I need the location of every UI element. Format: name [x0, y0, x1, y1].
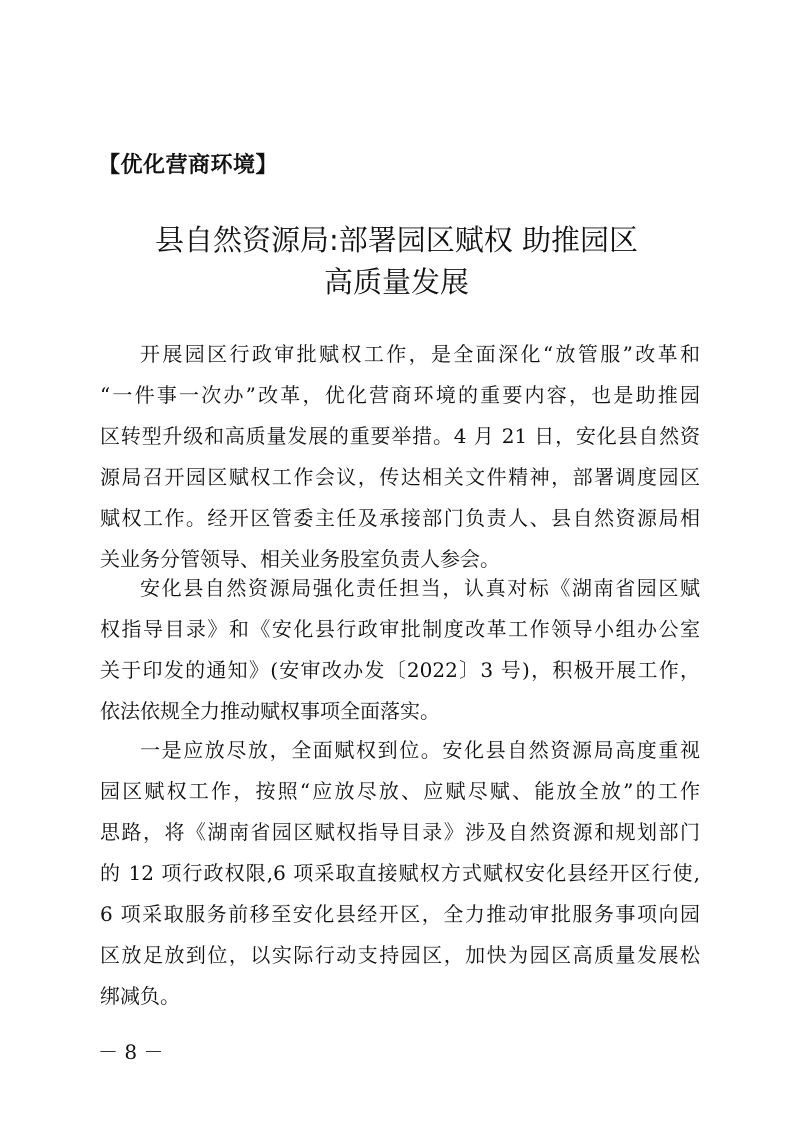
- paragraph-line: 赋权工作。经开区管委主任及承接部门负责人、县自然资源局相: [100, 506, 700, 530]
- paragraph-line: 6 项采取服务前移至安化县经开区，全力推动审批服务事项向园: [100, 902, 700, 926]
- section-tag: 【优化营商环境】: [98, 153, 279, 178]
- paragraph-line: 关业务分管领导、相关业务股室负责人参会。: [100, 547, 500, 571]
- body-paragraph-3: [100, 730, 700, 1017]
- paragraph-line: 区转型升级和高质量发展的重要举措。4 月 21 日，安化县自然资: [100, 424, 700, 448]
- paragraph-line: 开展园区行政审批赋权工作，是全面深化“放管服”改革和: [140, 342, 700, 366]
- paragraph-line: 安化县自然资源局强化责任担当，认真对标《湖南省园区赋: [140, 576, 700, 600]
- paragraph-line: 绑减负。: [100, 984, 180, 1008]
- body-paragraph-2: [100, 568, 700, 732]
- paragraph-line: 关于印发的通知》(安审改办发〔2022〕3 号)，积极开展工作，: [100, 658, 700, 682]
- article-title-line-1: 县自然资源局:部署园区赋权 助推园区: [155, 223, 638, 257]
- paragraph-line: 依法依规全力推动赋权事项全面落实。: [100, 699, 440, 723]
- paragraph-line: “一件事一次办”改革，优化营商环境的重要内容，也是助推园: [100, 383, 700, 407]
- article-title-line-2: 高质量发展: [323, 265, 469, 299]
- paragraph-line: 思路，将《湖南省园区赋权指导目录》涉及自然资源和规划部门: [100, 820, 700, 844]
- paragraph-line: 源局召开园区赋权工作会议，传达相关文件精神，部署调度园区: [100, 465, 700, 489]
- paragraph-line: 一是应放尽放，全面赋权到位。安化县自然资源局高度重视: [140, 738, 700, 762]
- body-paragraph-1: [100, 334, 700, 580]
- paragraph-line: 区放足放到位，以实际行动支持园区，加快为园区高质量发展松: [100, 943, 700, 967]
- page-number: － 8 －: [98, 1040, 164, 1064]
- paragraph-line: 园区赋权工作，按照“应放尽放、应赋尽赋、能放全放”的工作: [100, 779, 700, 803]
- paragraph-line: 的 12 项行政权限,6 项采取直接赋权方式赋权安化县经开区行使,: [100, 861, 700, 885]
- paragraph-line: 权指导目录》和《安化县行政审批制度改革工作领导小组办公室: [100, 617, 700, 641]
